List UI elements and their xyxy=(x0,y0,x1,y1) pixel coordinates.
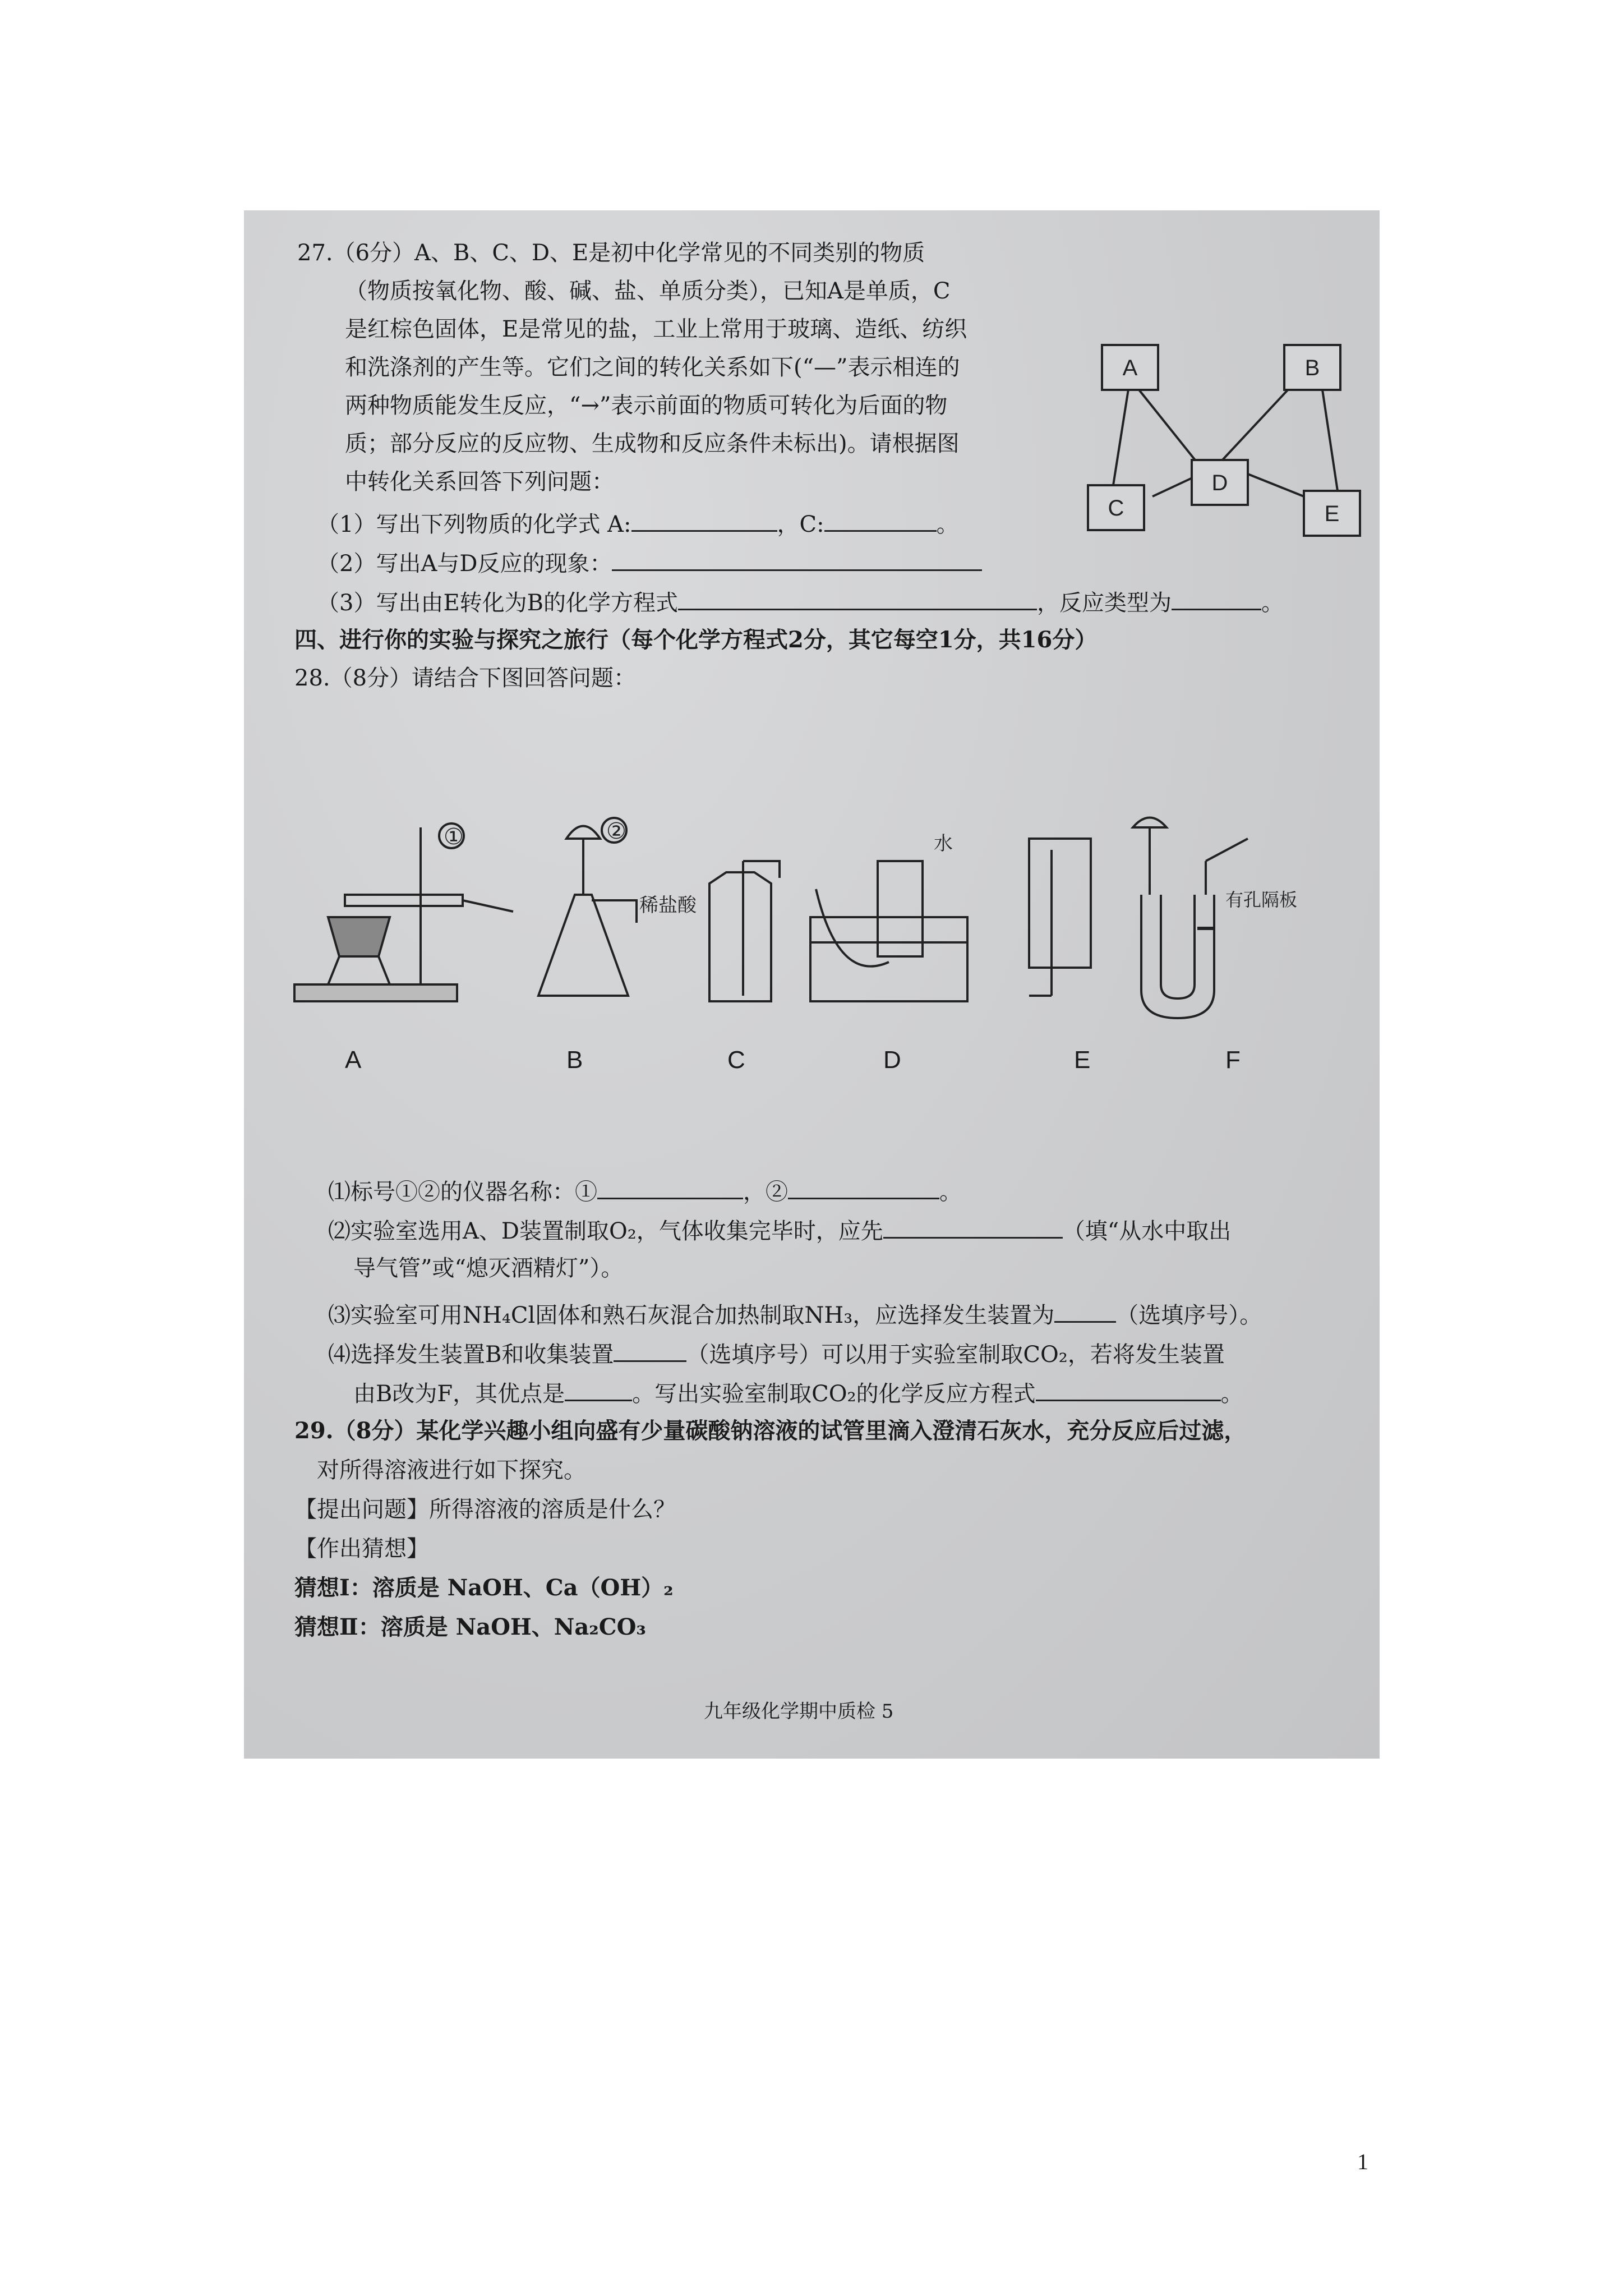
edge-b-d xyxy=(1220,379,1298,463)
apparatus-label-a: A xyxy=(345,1046,362,1074)
apparatus-figure xyxy=(278,816,1377,1035)
q28-s2-cont: 导气管”或“熄灭酒精灯”）。 xyxy=(353,1255,624,1281)
q27-line-5: 两种物质能发生反应，“→”表示前面的物质可转化为后面的物 xyxy=(345,393,948,418)
q27-sub3: （3）写出由E转化为B的化学方程式 ，反应类型为 。 xyxy=(317,586,1284,618)
edge-a-c xyxy=(1113,379,1130,485)
q28-s2: ⑵实验室选用A、D装置制取O₂，气体收集完毕时，应先 （填“从水中取出 xyxy=(328,1214,1231,1246)
apparatus-b xyxy=(538,818,637,996)
q27-line-6: 质；部分反应的反应物、生成物和反应条件未标出)。请根据图 xyxy=(345,431,960,457)
q29-question: 【提出问题】所得溶液的溶质是什么？ xyxy=(294,1497,676,1522)
q27-line-4: 和洗涤剂的产生等。它们之间的转化关系如下(“—”表示相连的 xyxy=(345,355,960,380)
section-4-heading: 四、进行你的实验与探究之旅行（每个化学方程式2分，其它每空1分，共16分） xyxy=(294,627,1098,653)
marker-1: ① xyxy=(444,824,464,850)
edge-a-d xyxy=(1130,379,1197,463)
q29-line-1: 29.（8分）某化学兴趣小组向盛有少量碳酸钠溶液的试管里滴入澄清石灰水，充分反应后过滤， xyxy=(294,1418,1247,1444)
water-label: 水 xyxy=(934,832,953,855)
q27-line-1: 27.（6分）A、B、C、D、E是初中化学常见的不同类别的物质 xyxy=(297,240,925,266)
q29-line-2: 对所得溶液进行如下探究。 xyxy=(317,1457,586,1483)
node-c: C xyxy=(1108,496,1124,521)
q27-line-3: 是红棕色固体，E是常见的盐，工业上常用于玻璃、造纸、纺织 xyxy=(345,316,967,342)
acid-label: 稀盐酸 xyxy=(639,894,697,917)
q28-s4-cont: 由B改为F，其优点是 。写出实验室制取CO₂的化学反应方程式 。 xyxy=(353,1377,1243,1409)
q27-line-2: （物质按氧化物、酸、碱、盐、单质分类），已知A是单质，C xyxy=(345,278,951,304)
scan-footer: 九年级化学期中质检 5 xyxy=(704,1700,894,1723)
q28-s4: ⑷选择发生装置B和收集装置 （选填序号）可以用于实验室制取CO₂，若将发生装置 xyxy=(328,1338,1225,1369)
q27-line-7: 中转化关系回答下列问题： xyxy=(345,469,614,495)
apparatus-d xyxy=(810,861,967,1001)
apparatus-label-f: F xyxy=(1225,1046,1241,1074)
apparatus-e xyxy=(1029,839,1091,996)
edge-b-e xyxy=(1321,379,1338,491)
q28-s3: ⑶实验室可用NH₄Cl固体和熟石灰混合加热制取NH₃，应选择发生装置为 （选填序号）。 xyxy=(328,1299,1262,1330)
apparatus-label-e: E xyxy=(1074,1046,1091,1074)
q28-intro: 28.（8分）请结合下图回答问题： xyxy=(294,665,637,691)
q28-s1: ⑴标号①②的仪器名称：① ，② 。 xyxy=(328,1175,962,1207)
page-number: 1 xyxy=(1357,2149,1368,2174)
scanned-page xyxy=(244,210,1380,1759)
node-b: B xyxy=(1304,356,1320,380)
edge-d-e xyxy=(1248,474,1304,496)
relation-diagram xyxy=(1085,334,1377,592)
q27-sub2: （2）写出A与D反应的现象： xyxy=(317,547,982,578)
node-a: A xyxy=(1122,356,1138,380)
apparatus-c xyxy=(709,861,780,1001)
q29-guess-heading: 【作出猜想】 xyxy=(294,1536,429,1562)
apparatus-label-b: B xyxy=(566,1046,583,1074)
apparatus-label-d: D xyxy=(883,1046,901,1074)
plate-label: 有孔隔板 xyxy=(1225,889,1298,910)
q27-sub1: （1）写出下列物质的化学式 A: ，C: 。 xyxy=(317,508,959,539)
node-d: D xyxy=(1211,471,1228,495)
apparatus-a xyxy=(294,823,513,1001)
q29-guess-2: 猜想Ⅱ：溶质是 NaOH、Na₂CO₃ xyxy=(294,1614,646,1640)
apparatus-label-c: C xyxy=(727,1046,745,1074)
q29-guess-1: 猜想Ⅰ：溶质是 NaOH、Ca（OH）₂ xyxy=(294,1575,674,1601)
marker-2: ② xyxy=(606,818,626,844)
apparatus-f xyxy=(1133,818,1248,1019)
node-e: E xyxy=(1324,501,1340,526)
edge-c-d xyxy=(1152,477,1195,496)
